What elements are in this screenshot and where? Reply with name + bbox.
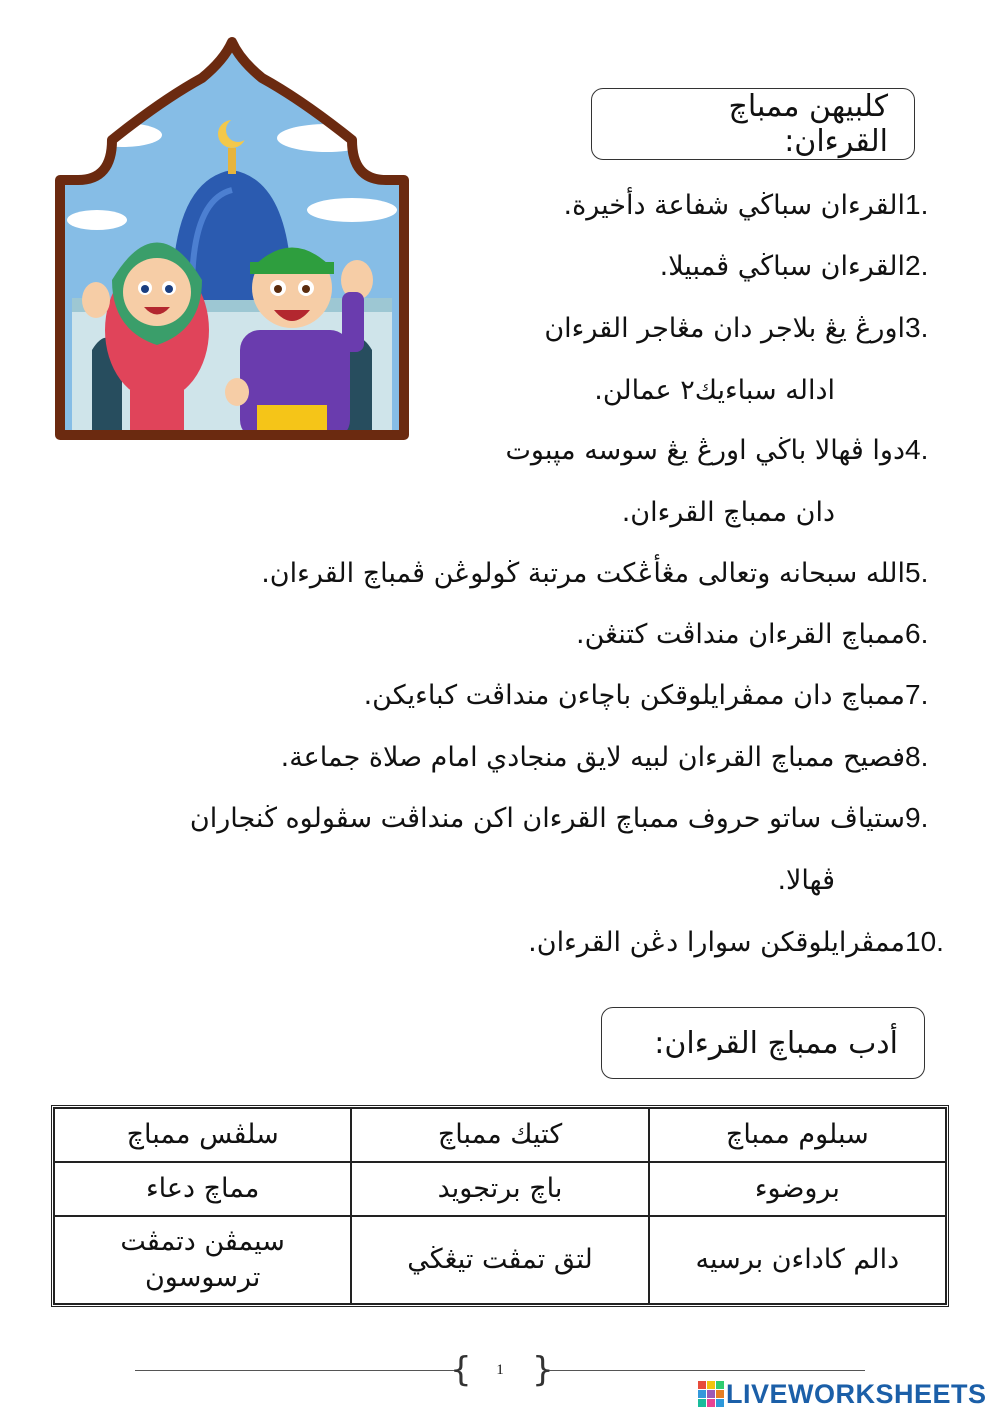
table-row	[54, 1108, 946, 1162]
table-cell: باچ برتجويد	[351, 1162, 648, 1216]
list-item	[280, 727, 929, 787]
list-item-text: القرءان سباڬي ڤمبيلا.	[659, 250, 905, 282]
list-item	[563, 175, 929, 235]
list-item-number: 2.	[905, 250, 929, 281]
table-cell: مماچ دعاء	[54, 1162, 351, 1216]
section-heading-virtues-text: كلبيهن ممباچ القرءان:	[728, 89, 888, 159]
list-item-continuation: ڤهالا.	[777, 864, 835, 896]
etiquette-table	[51, 1105, 949, 1307]
list-item-text: القرءان سباڬي شفاعة دأخيرة.	[563, 189, 905, 221]
list-item	[659, 236, 929, 296]
list-item	[363, 665, 929, 725]
section-heading-etiquette-text: أدب ممباچ القرءان:	[654, 1025, 898, 1061]
table-cell: لتق تمڤت تيڠڬي	[351, 1216, 648, 1304]
list-item	[528, 912, 944, 972]
list-item-text: دوا ڤهالا باڬي اورڠ يڠ سوسه مپبوت	[505, 434, 905, 466]
table-cell: بروضوء	[649, 1162, 946, 1216]
page-bracket-right: }	[532, 1350, 554, 1390]
footer-divider-right	[545, 1370, 865, 1371]
mosque-kids-illustration	[52, 30, 412, 445]
list-item-number: 6.	[905, 618, 929, 649]
page-number: 1	[496, 1362, 504, 1378]
list-item-text: ستياڤ ساتو حروف ممباچ القرءان اكن منداڤت سڤولوه ڬنجاران	[189, 802, 905, 834]
table-cell: دالم كاداءن برسيه	[649, 1216, 946, 1304]
table-row	[54, 1216, 946, 1304]
list-item-number: 9.	[905, 802, 929, 833]
list-item	[505, 420, 929, 480]
list-item-continuation: دان ممباچ القرءان.	[621, 496, 835, 528]
list-item-number: 5.	[905, 557, 929, 588]
list-item-text: ممڤرايلوقكن سوارا دڠن القرءان.	[528, 926, 905, 958]
list-item-text: فصيح ممباچ القرءان لبيه لايق منجادي امام صلاة جماعة.	[280, 741, 905, 773]
table-header-cell: سلڤس ممباچ	[54, 1108, 351, 1162]
list-item	[576, 604, 929, 664]
table-header-cell: سبلوم ممباچ	[649, 1108, 946, 1162]
list-item-continuation: اداله سباءيك٢ عمالن.	[594, 374, 835, 406]
section-heading-etiquette	[601, 1007, 925, 1079]
footer-divider-left	[135, 1370, 455, 1371]
list-item-text: الله سبحانه وتعالى مڠأڠكت مرتبة ڬولوڠن ڤمباچ القرءان.	[261, 557, 905, 589]
list-item-number: 7.	[905, 679, 929, 710]
list-item-number: 8.	[905, 741, 929, 772]
section-heading-virtues	[591, 88, 915, 160]
list-item	[189, 788, 929, 848]
list-item-number: 1.	[905, 189, 929, 220]
table-cell: سيمڤن دتمڤت ترسوسون	[54, 1216, 351, 1304]
brand-name: LIVEWORKSHEETS	[726, 1378, 987, 1409]
table-header-cell: كتيك ممباچ	[351, 1108, 648, 1162]
liveworksheets-logo-icon	[698, 1381, 724, 1407]
list-item	[544, 298, 929, 358]
list-item-text: ممباچ القرءان منداڤت كتنڠن.	[576, 618, 905, 650]
list-item-number: 4.	[905, 434, 929, 465]
page-bracket-left: {	[450, 1350, 472, 1390]
list-item-number: 3.	[905, 312, 929, 343]
table-row	[54, 1162, 946, 1216]
list-item	[261, 543, 929, 603]
list-item-text: ممباچ دان ممڤرايلوقكن باچاءن منداڤت كباءيكن.	[363, 679, 905, 711]
list-item-number: 10.	[905, 926, 944, 957]
list-item-text: اورڠ يڠ بلاجر دان مڠاجر القرءان	[544, 312, 905, 344]
liveworksheets-brand[interactable]	[698, 1376, 987, 1412]
